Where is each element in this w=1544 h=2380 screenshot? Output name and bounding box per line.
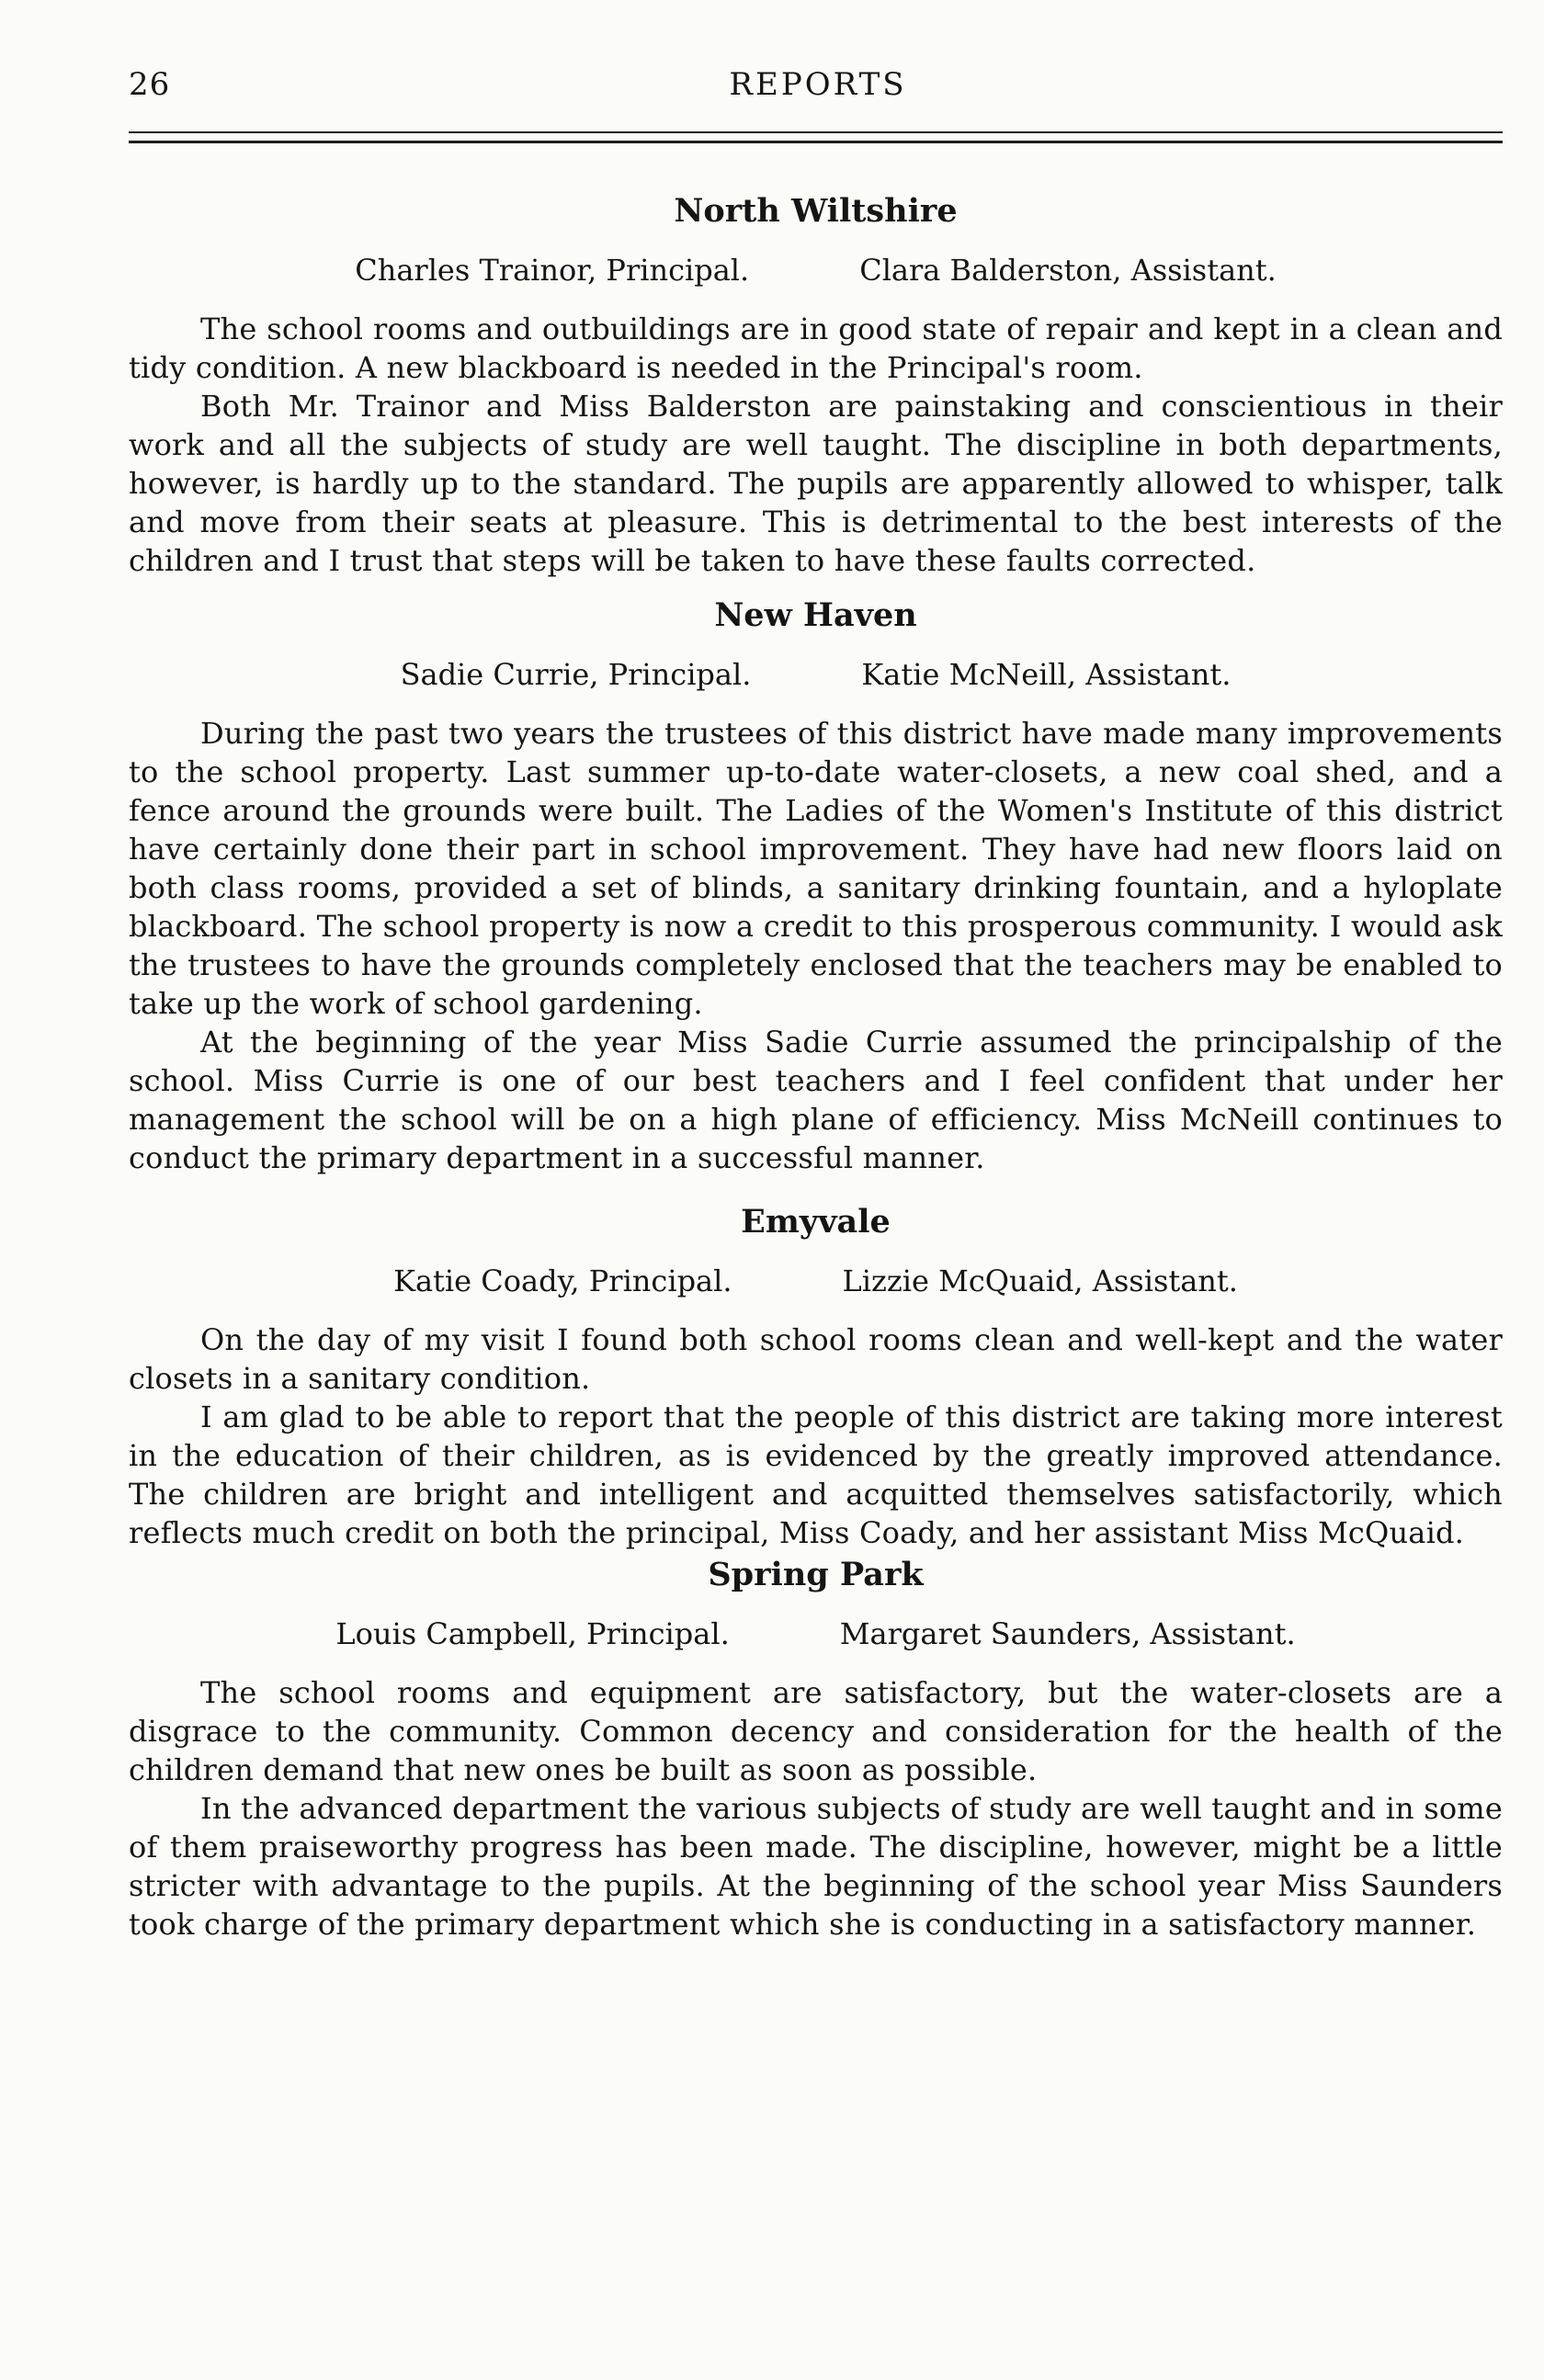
report-body (129, 188, 1503, 1944)
staff-line (129, 1615, 1503, 1653)
paragraph: During the past two years the trustees of this district have made many improvements to the school property. Last summer up-to-date water-closets, a new coal shed, and a fence around the grounds were built. The Ladies of the Women's Institute of this district have certainly done their part in school improvement. They have had new floors laid on both class rooms, provided a set of blinds, a sanitary drinking fountain, and a hyloplate blackboard. The school property is now a credit to this prosperous community. I would ask the trustees to have the grounds completely enclosed that the teachers may be enabled to take up the work of school gardening. (129, 716, 1503, 1021)
principal-name: Sadie Currie, Principal. (400, 657, 752, 692)
section-title: North Wiltshire (674, 192, 958, 230)
section-north-wiltshire (129, 188, 1503, 580)
section-title: Spring Park (708, 1556, 924, 1593)
paragraph: On the day of my visit I found both school rooms clean and well-kept and the water closets in a sanitary condition. (129, 1322, 1503, 1396)
paragraph: The school rooms and outbuildings are in good state of repair and kept in a clean and tidy condition. A new blackboard is needed in the Principal's room. (129, 312, 1503, 385)
section-title: Emyvale (741, 1203, 891, 1241)
principal-name: Louis Campbell, Principal. (335, 1616, 730, 1651)
paragraph: I am glad to be able to report that the people of this district are taking more interest in the education of their children, as is evidenced by the greatly improved attendance. The children are bright and intelligent and acquitted themselves satisfactorily, which reflects much credit on both the principal, Miss Coady, and her assistant Miss McQuaid. (129, 1400, 1503, 1550)
assistant-name: Margaret Saunders, Assistant. (839, 1616, 1296, 1651)
paragraph: At the beginning of the year Miss Sadie Currie assumed the principalship of the school. Miss Currie is one of our best teachers and I feel confident that under her management the school will be on a high plane of efficiency. Miss McNeill continues to conduct the primary department in a successful manner. (129, 1025, 1503, 1175)
principal-name: Katie Coady, Principal. (393, 1264, 732, 1298)
paragraph: In the advanced department the various subjects of study are well taught and in some of them praiseworthy progress has been made. The discipline, however, might be a little stricter with advantage to the pupils. At the beginning of the school year Miss Saunders took charge of the primary department which she is conducting in a satisfactory manner. (129, 1791, 1503, 1942)
staff-line (129, 1262, 1503, 1300)
staff-line (129, 655, 1503, 694)
section-title: New Haven (714, 596, 917, 634)
header-rule-thin (129, 131, 1503, 133)
header-rule-thick (129, 141, 1503, 143)
staff-line (129, 251, 1503, 289)
assistant-name: Lizzie McQuaid, Assistant. (842, 1264, 1238, 1298)
section-spring-park (129, 1552, 1503, 1944)
section-new-haven (129, 593, 1503, 1177)
section-emyvale (129, 1199, 1503, 1552)
section-spacer (129, 1177, 1503, 1199)
assistant-name: Katie McNeill, Assistant. (861, 657, 1232, 692)
section-spacer (129, 580, 1503, 593)
page-number: 26 (129, 66, 171, 103)
paragraph: The school rooms and equipment are satisfactory, but the water-closets are a disgrace to the community. Common decency and consideration for the health of the children demand that new ones be built as soon as possible. (129, 1675, 1503, 1787)
principal-name: Charles Trainor, Principal. (355, 253, 750, 288)
assistant-name: Clara Balderston, Assistant. (859, 253, 1277, 288)
running-header (129, 64, 1507, 105)
paragraph: Both Mr. Trainor and Miss Balderston are painstaking and conscientious in their work and all the subjects of study are well taught. The discipline in both departments, however, is hardly up to the standard. The pupils are apparently allowed to whisper, talk and move from their seats at pleasure. This is detrimental to the best interests of the children and I trust that steps will be taken to have these faults corrected. (129, 389, 1503, 578)
running-title: REPORTS (729, 66, 907, 103)
